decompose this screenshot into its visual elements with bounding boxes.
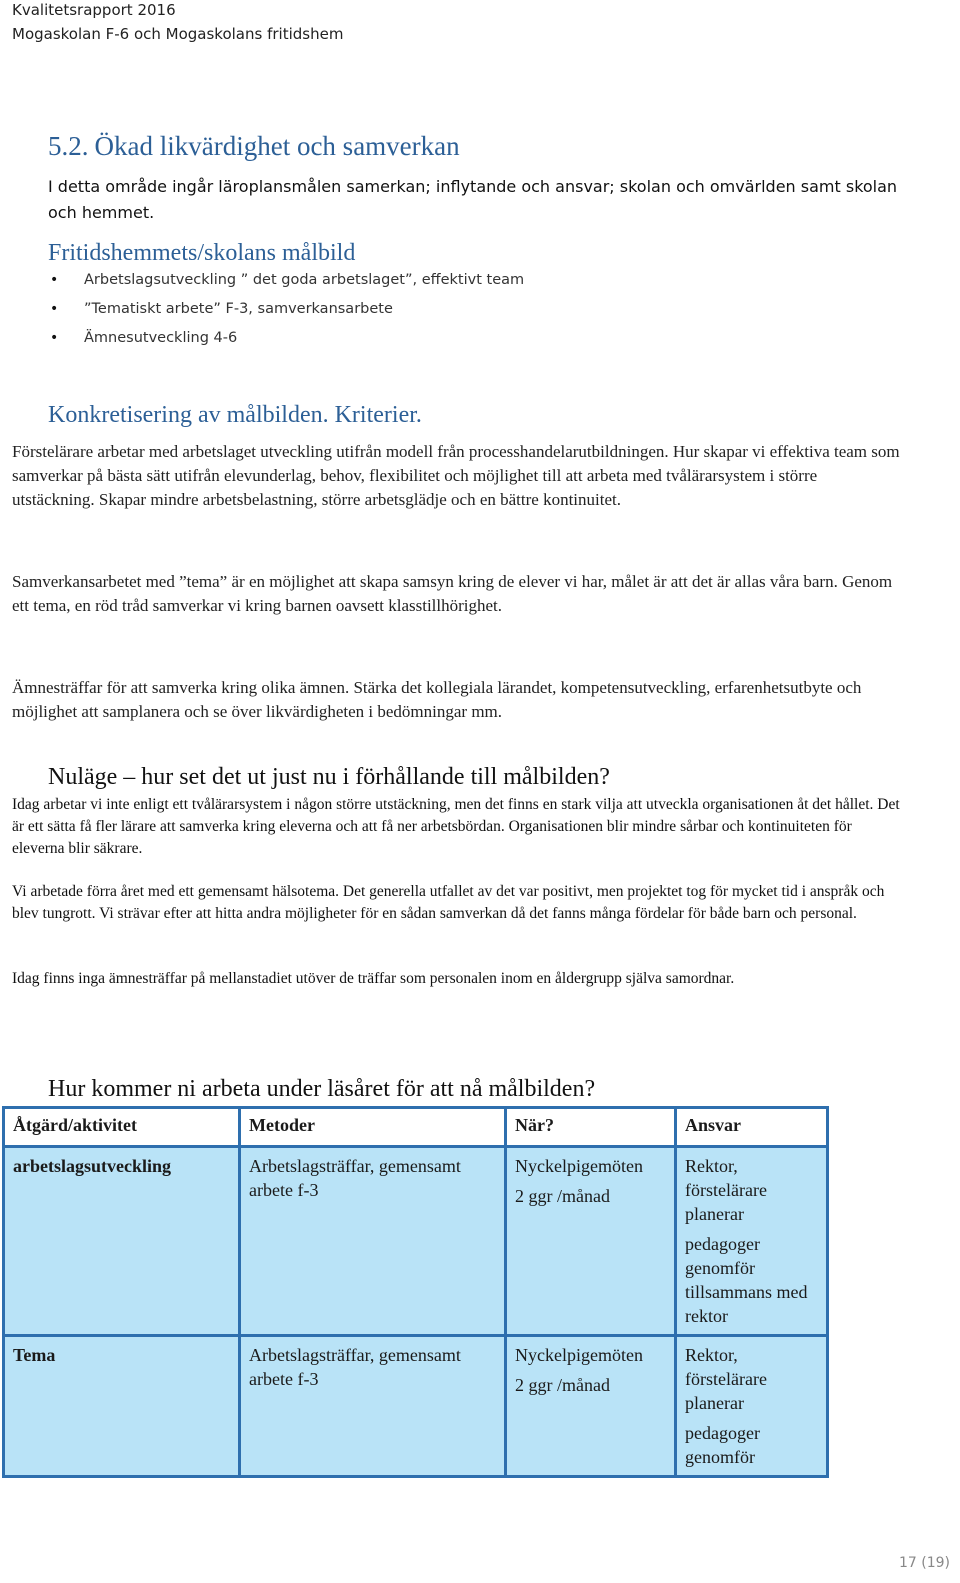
responsible-cell [676,1336,828,1477]
column-header: Åtgärd/aktivitet [4,1108,240,1147]
goal-heading: Fritidshemmets/skolans målbild [48,240,356,266]
table-row [4,1147,828,1336]
when-line: Nyckelpigemöten [515,1156,643,1176]
list-item: • ”Tematiskt arbete” F-3, samverkansarbete [48,295,524,324]
report-title: Kvalitetsrapport 2016 [12,1,176,19]
when-line: Nyckelpigemöten [515,1345,643,1365]
when-cell [506,1336,676,1477]
list-item: • Arbetslagsutveckling ” det goda arbetslaget”, effektivt team [48,266,524,295]
status-paragraph: Vi arbetade förra året med ett gemensamt hälsotema. Det generella utfallet av det var positivt, men projektet tog för mycket tid i anspråk och blev tungrott. Vi strävar efter att hitta andra möjligheter för en sådan samverkan då det fanns många fördelar för både barn och personal. [12,883,885,922]
section-title: Ökad likvärdighet och samverkan [94,131,460,161]
goal-list [48,266,524,353]
criteria-heading: Konkretisering av målbilden. Kriterier. [48,402,422,428]
activity-cell: arbetslagsutveckling [4,1147,240,1336]
status-heading: Nuläge – hur set det ut just nu i förhållande till målbilden? [48,764,610,790]
criteria-paragraph: Samverkansarbetet med ”tema” är en möjlighet att skapa samsyn kring de elever vi har, målet är att det är allas våra barn. Genom ett tema, en röd tråd samverkar vi kring barnen oavsett klasstillhörighet. [12,572,893,615]
when-cell [506,1147,676,1336]
plan-heading: Hur kommer ni arbeta under läsåret för att nå målbilden? [48,1076,596,1102]
when-line: 2 ggr /månad [515,1186,610,1206]
responsible-line: pedagoger genomför [685,1423,760,1467]
methods-cell: Arbetslagsträffar, gemensamt arbete f-3 [240,1336,506,1477]
section-number: 5.2. [48,131,89,161]
table-row [4,1336,828,1477]
responsible-line: Rektor, förstelärare planerar [685,1156,767,1224]
section-heading [48,131,460,162]
list-item: • Ämnesutveckling 4-6 [48,324,524,353]
column-header: Ansvar [676,1108,828,1147]
responsible-cell [676,1147,828,1336]
table-header-row [4,1108,828,1147]
school-name: Mogaskolan F-6 och Mogaskolans fritidshem [12,25,344,43]
page-number: 17 (19) [898,1555,950,1571]
column-header: När? [506,1108,676,1147]
criteria-paragraph: Förstelärare arbetar med arbetslaget utveckling utifrån modell från processhandelarutbildningen. Hur skapar vi effektiva team som samverkar på bästa sätt utifrån elevunderlag, behov, flexibilitet och möjlighet till att arbeta med tvålärarsystem i större utstäckning. Skapar mindre arbetsbelastning, större arbetsglädje och en bättre kontinuitet. [12,442,900,509]
activity-cell: Tema [4,1336,240,1477]
responsible-line: pedagoger genomför tillsammans med rektor [685,1234,808,1326]
status-paragraph: Idag arbetar vi inte enligt ett tvålärarsystem i någon större utstäckning, men det finns en stark vilja att utveckla organisationen åt det hållet. Det är ett sätta få fler lärare att samverka kring eleverna och att få ner arbetsbördan. Organisationen blir mindre sårbar och kontinuiteten för eleverna blir säkrare. [12,796,900,857]
plan-table [2,1106,829,1478]
column-header: Metoder [240,1108,506,1147]
section-intro: I detta område ingår läroplansmålen samerkan; inflytande och ansvar; skolan och omvärlden samt skolan och hemmet. [48,177,898,222]
criteria-paragraph: Ämnesträffar för att samverka kring olika ämnen. Stärka det kollegiala lärandet, kompetensutveckling, erfarenhetsutbyte och möjlighet att samplanera och se över likvärdigheten i bedömningar mm. [12,678,862,721]
responsible-line: Rektor, förstelärare planerar [685,1345,767,1413]
methods-cell: Arbetslagsträffar, gemensamt arbete f-3 [240,1147,506,1336]
status-paragraph: Idag finns inga ämnesträffar på mellanstadiet utöver de träffar som personalen inom en åldergrupp själva samordnar. [12,970,735,987]
when-line: 2 ggr /månad [515,1375,610,1395]
